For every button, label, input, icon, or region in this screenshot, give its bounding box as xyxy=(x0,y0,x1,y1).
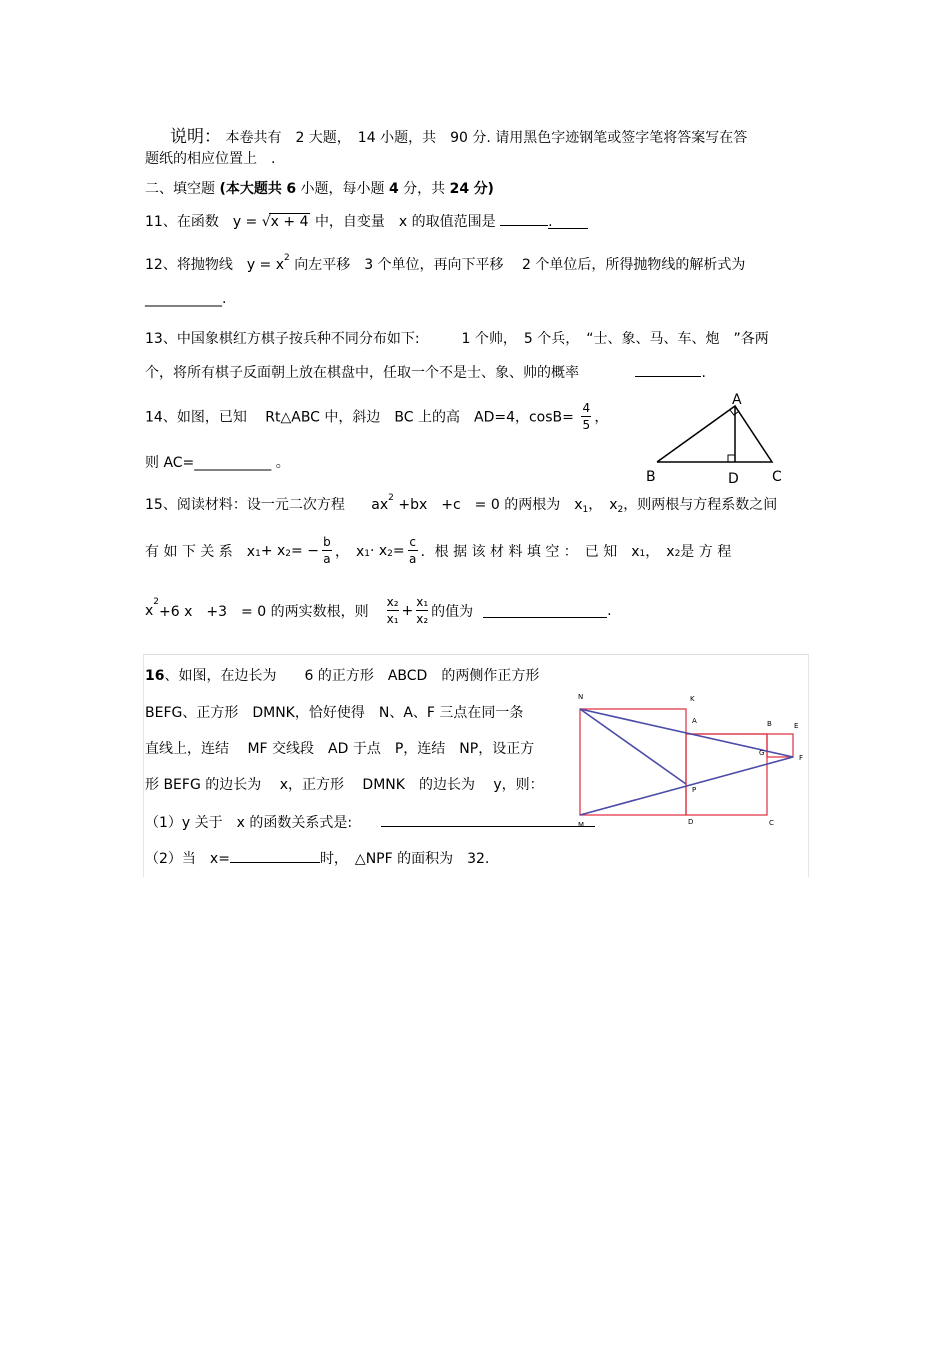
question-12: 12、将抛物线 $y = x^2$ 向左平移 3 个单位，再向下平移 2 个单位后，所得抛物线的解析式为 xyxy=(145,253,746,273)
radicand: x + 4 xyxy=(270,214,309,230)
triangle-abc xyxy=(657,406,772,462)
question-11: 11、在函数 y = √x + 4 中，自变量 x 的取值范围是 . xyxy=(145,211,588,231)
fraction-c-a: $\frac{c}{a}$ xyxy=(408,535,417,566)
question-16-line-1: 16、如图，在边长为 6 的正方形 ABCD 的两侧作正方形 xyxy=(145,668,540,684)
triangle-figure xyxy=(640,388,800,488)
question-16-line-4: 形 BEFG 的边长为 x，正方形 DMNK 的边长为 y，则： xyxy=(145,777,544,793)
notice-line-1 xyxy=(170,122,747,147)
label-D16: D xyxy=(688,818,694,826)
notice-line-2: 题纸的相应位置上 . xyxy=(145,151,276,167)
label-C16: C xyxy=(769,819,774,827)
square-dmnk xyxy=(580,709,686,815)
fraction-b-a: $\frac{b}{a}$ xyxy=(323,535,331,566)
label-P: P xyxy=(692,786,697,794)
answer-blank-16-2[interactable] xyxy=(230,848,320,863)
label-N: N xyxy=(578,693,584,701)
question-15-line-1: 15、阅读材料：设一元二次方程 $ax^2 +bx$ +c = 0 的两根为 $x_1$， $x_2$，则两根与方程系数之间 xyxy=(145,493,778,515)
sqrt-icon: √ xyxy=(261,214,271,230)
notice-label: 说明： xyxy=(170,127,221,147)
label-E: E xyxy=(794,722,799,730)
answer-blank-11[interactable] xyxy=(500,211,548,226)
question-16-part-2: （2）当 x= 时， △NPF 的面积为 32. xyxy=(145,848,489,868)
answer-blank-15[interactable] xyxy=(483,603,607,618)
question-16-line-2: BEFG、正方形 DMNK，恰好使得 N、A、F 三点在同一条 xyxy=(145,705,524,721)
question-14-line-1: 14、如图，已知 Rt△ABC 中，斜边 BC 上的高 AD=4，cosB= $\frac{4}{5}$ ， xyxy=(145,401,609,432)
notice-text: 本卷共有 2 大题， 14 小题，共 90 分. 请用黑色字迹钢笔或签字笔将答案写在答 xyxy=(225,130,748,146)
answer-blank-16-1[interactable] xyxy=(381,812,595,827)
fraction-x1-x2: $\frac{\text{x₁}}{\text{x₂}}$ xyxy=(416,595,429,626)
label-G: G xyxy=(759,749,765,757)
squares-figure xyxy=(570,688,810,833)
answer-blank-12[interactable]: ___________. xyxy=(145,291,227,307)
right-angle-mark-d xyxy=(728,455,735,462)
question-15-line-2: 有 如 下 关 系 x 1 + x 2 = − $\frac{b}{a}$ ， x 1 · x 2 = $\frac{c}{a}$ ．根 据 该 材 料 填 空 ： 已 知 x 1 ， x 2 是 方 程 xyxy=(145,535,732,566)
question-13-line-2: 个，将所有棋子反面朝上放在棋盘中，任取一个不是士、象、帅的概率 . xyxy=(145,362,706,382)
label-A: A xyxy=(732,392,742,408)
label-C: C xyxy=(772,469,782,485)
fraction-4-5: $\frac{4}{5}$ xyxy=(582,401,591,432)
question-15-line-3: x 2 +6 x +3 = 0 的两实数根，则 $\frac{\text{x₂}}{\text{x₁}}$ + $\frac{\text{x₁}}{\text{x₂}}$ 的值为 . xyxy=(145,595,612,626)
answer-blank-13[interactable] xyxy=(635,362,701,377)
label-B: B xyxy=(646,469,656,485)
label-F: F xyxy=(799,754,804,762)
question-16-line-3: 直线上，连结 MF 交线段 AD 于点 P，连结 NP，设正方 xyxy=(145,741,535,757)
question-14-line-2[interactable]: 则 AC=___________ 。 xyxy=(145,455,290,471)
section-header: 二、填空题 (本大题共 6 小题，每小题 4 分，共 24 分) xyxy=(145,181,494,197)
fraction-x2-x1: $\frac{\text{x₂}}{\text{x₁}}$ xyxy=(386,595,399,626)
label-B16: B xyxy=(767,720,772,728)
label-M: M xyxy=(578,821,585,829)
question-13-line-1: 13、中国象棋红方棋子按兵种不同分布如下: 1 个帅， 5 个兵， “士、象、马、车、炮 ”各两 xyxy=(145,331,769,347)
question-16-part-1: （1）y 关于 x 的函数关系式是: xyxy=(145,812,595,832)
label-D: D xyxy=(728,471,739,487)
label-K: K xyxy=(690,695,695,703)
label-A16: A xyxy=(692,717,697,725)
